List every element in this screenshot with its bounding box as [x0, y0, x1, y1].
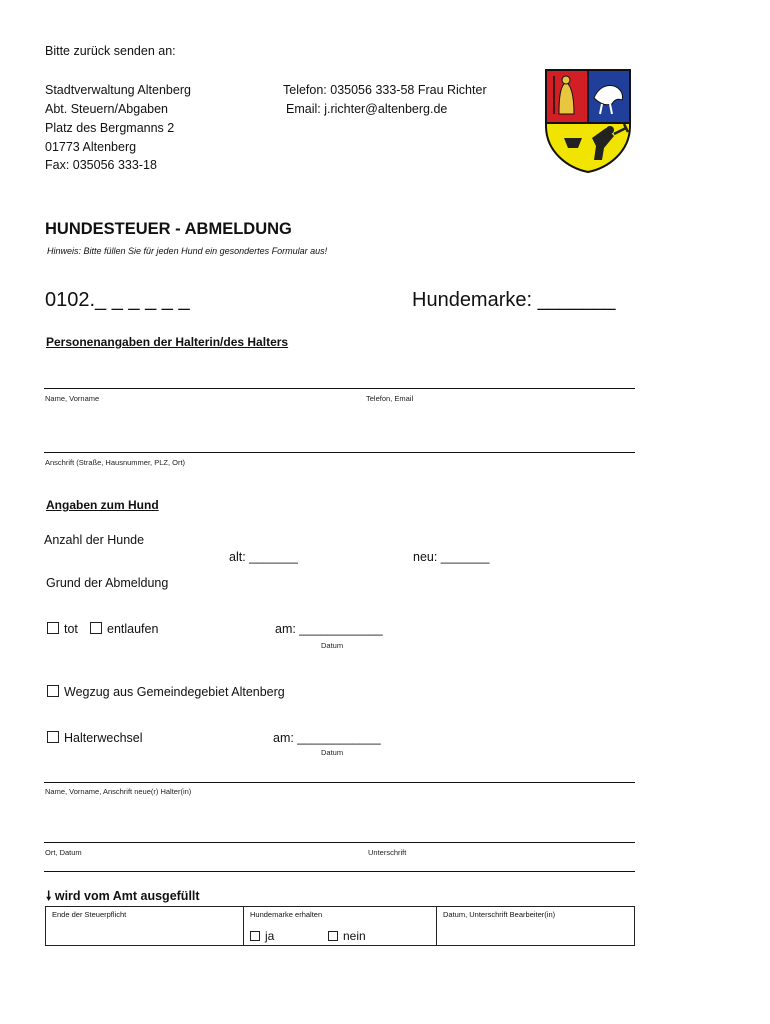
date-caption-2: Datum	[321, 748, 344, 757]
new-count-field[interactable]: neu: _______	[413, 550, 490, 564]
address-line: Fax: 035056 333-18	[45, 158, 157, 172]
name-caption: Name, Vorname	[45, 394, 100, 403]
office-col-label: Datum, Unterschrift Bearbeiter(in)	[443, 910, 556, 919]
office-heading-text: wird vom Amt ausgefüllt	[54, 889, 200, 903]
office-no-label: nein	[343, 929, 366, 943]
option-lost-label: entlaufen	[107, 622, 159, 636]
section-dog-heading: Angaben zum Hund	[46, 498, 159, 512]
address-input-line[interactable]	[44, 452, 635, 453]
place-date-input-line[interactable]	[44, 842, 635, 843]
office-yes-label: ja	[265, 929, 275, 943]
old-count-field[interactable]: alt: _______	[229, 550, 298, 564]
contact-email: Email: j.richter@altenberg.de	[286, 102, 448, 116]
date-caption-1: Datum	[321, 641, 344, 650]
office-col-label: Hundemarke erhalten	[250, 910, 323, 919]
address-line: 01773 Altenberg	[45, 140, 137, 154]
date-field-2[interactable]: am: ____________	[273, 731, 381, 745]
divider	[44, 871, 635, 872]
checkbox[interactable]	[90, 622, 102, 634]
option-move[interactable]	[47, 685, 285, 699]
checkbox[interactable]	[47, 731, 59, 743]
office-cell[interactable]	[437, 907, 635, 946]
address-line: Abt. Steuern/Abgaben	[45, 102, 169, 116]
dog-tag-field[interactable]: Hundemarke: _______	[412, 289, 616, 311]
address-line: Platz des Bergmanns 2	[45, 121, 175, 135]
reason-label: Grund der Abmeldung	[46, 576, 169, 590]
option-owner-change[interactable]	[47, 731, 143, 745]
checkbox[interactable]	[47, 622, 59, 634]
option-lost[interactable]	[90, 622, 158, 636]
office-col-label: Ende der Steuerpflicht	[52, 910, 127, 919]
section-owner-heading: Personenangaben der Halterin/des Halters	[46, 335, 289, 349]
option-move-label: Wegzug aus Gemeindegebiet Altenberg	[64, 685, 285, 699]
office-table	[45, 906, 635, 946]
date-field-1[interactable]: am: ____________	[275, 622, 383, 636]
office-no-option[interactable]	[328, 929, 366, 943]
option-owner-change-label: Halterwechsel	[64, 731, 143, 745]
page-title: HUNDESTEUER - ABMELDUNG	[45, 220, 292, 238]
checkbox[interactable]	[250, 931, 260, 941]
checkbox[interactable]	[47, 685, 59, 697]
office-yes-option[interactable]	[250, 929, 274, 943]
option-dead[interactable]	[47, 622, 78, 636]
dog-count-label: Anzahl der Hunde	[44, 533, 145, 547]
address-line: Stadtverwaltung Altenberg	[45, 83, 191, 97]
tax-number-field[interactable]: 0102._ _ _ _ _ _	[45, 289, 190, 311]
return-label: Bitte zurück senden an:	[45, 44, 176, 58]
contact-phone: Telefon: 035056 333-58 Frau Richter	[283, 83, 487, 97]
office-cell[interactable]	[46, 907, 244, 946]
name-input-line[interactable]	[44, 388, 635, 389]
arrow-down-icon: 🠗	[46, 889, 52, 903]
coat-of-arms-icon	[544, 68, 632, 174]
signature-caption: Unterschrift	[368, 848, 407, 857]
option-dead-label: tot	[64, 622, 78, 636]
new-owner-input-line[interactable]	[44, 782, 635, 783]
new-owner-caption: Name, Vorname, Anschrift neue(r) Halter(in)	[45, 787, 192, 796]
hint-text: Hinweis: Bitte füllen Sie für jeden Hund ein gesondertes Formular aus!	[47, 246, 328, 256]
phone-caption: Telefon, Email	[366, 394, 414, 403]
checkbox[interactable]	[328, 931, 338, 941]
place-date-caption: Ort, Datum	[45, 848, 82, 857]
office-heading	[46, 887, 200, 908]
address-caption: Anschrift (Straße, Hausnummer, PLZ, Ort)	[45, 458, 186, 467]
office-cell[interactable]	[244, 907, 437, 946]
